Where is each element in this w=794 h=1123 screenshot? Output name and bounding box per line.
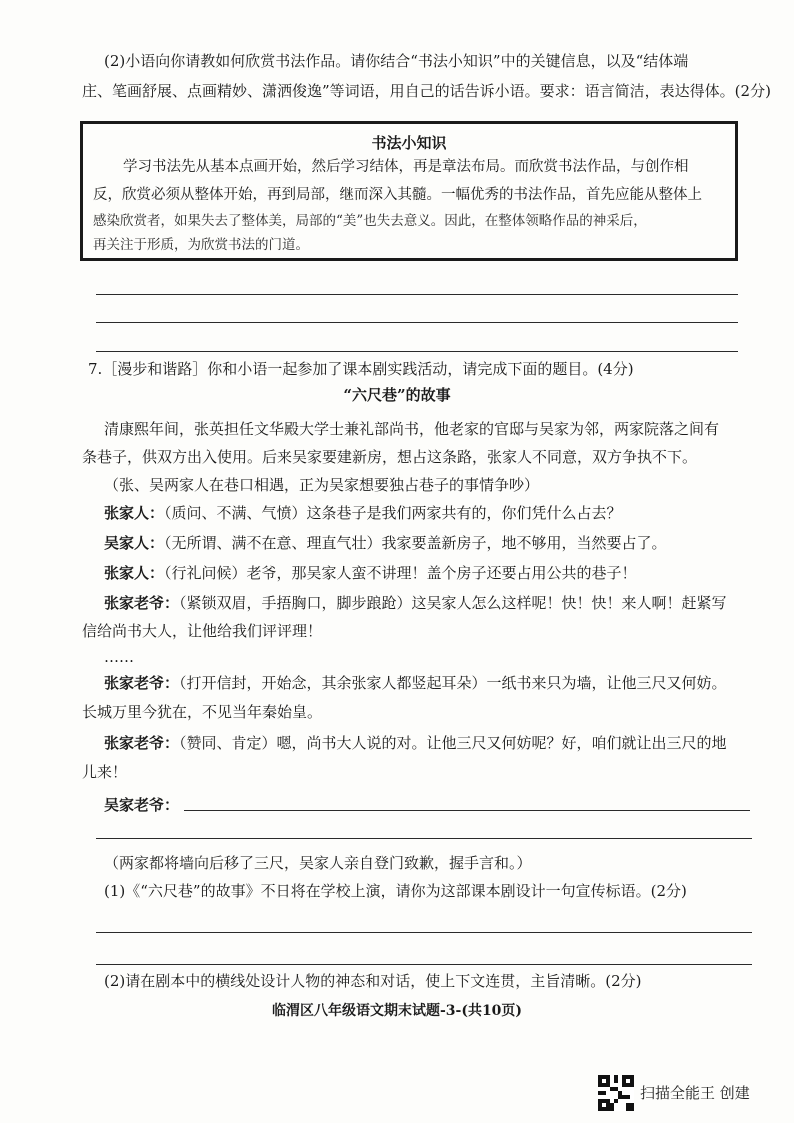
knowledge-box-line2: 反，欣赏必须从整体开始，再到局部，继而深入其髓。一幅优秀的书法作品，首先应能从整体上 xyxy=(93,187,702,203)
scanner-watermark: 扫描全能王 创建 xyxy=(640,1084,750,1102)
dialogue-3-text: （行礼问候）老爷，那吴家人蛮不讲理！盖个房子还要占用公共的巷子！ xyxy=(164,564,637,582)
page-footer: 临渭区八年级语文期末试题-3-(共10页) xyxy=(271,1003,523,1019)
dialogue-7 xyxy=(104,794,179,816)
dialogue-3 xyxy=(104,562,637,584)
speaker-wu-family: 吴家人： xyxy=(104,534,165,552)
answer-line-q6-1[interactable] xyxy=(96,294,738,295)
knowledge-box-line4: 再关注于形质，为欣赏书法的门道。 xyxy=(93,237,309,253)
dialogue-4 xyxy=(104,592,727,614)
stage-direction-1: （张、吴两家人在巷口相遇，正为吴家想要独占巷子的事情争吵） xyxy=(104,476,540,494)
dialogue-1-text: （质问、不满、气愤）这条巷子是我们两家共有的，你们凭什么占去？ xyxy=(164,504,622,522)
answer-line-q6-3[interactable] xyxy=(96,351,738,352)
play-intro-line1: 清康熙年间，张英担任文华殿大学士兼礼部尚书，他老家的官邸与吴家为邻，两家院落之间有 xyxy=(104,420,720,438)
answer-line-slogan-1[interactable] xyxy=(96,932,752,933)
calligraphy-knowledge-box xyxy=(80,121,738,261)
answer-line-wu-elder-2[interactable] xyxy=(96,838,752,839)
speaker-zhang-elder: 张家老爷： xyxy=(104,674,180,692)
dialogue-6 xyxy=(104,732,727,754)
answer-line-wu-elder-1[interactable] xyxy=(184,810,750,811)
speaker-zhang-elder: 张家老爷： xyxy=(104,734,180,752)
dialogue-2-text: （无所谓、满不在意、理直气壮）我家要盖新房子，地不够用，当然要占了。 xyxy=(164,534,667,552)
knowledge-box-line1: 学习书法先从基本点画开始，然后学习结体，再是章法布局。而欣赏书法作品，与创作相 xyxy=(123,159,689,175)
dialogue-5-cont: 长城万里今犹在，不见当年秦始皇。 xyxy=(82,703,323,721)
qr-code-icon xyxy=(598,1075,634,1111)
play-title: “六尺巷”的故事 xyxy=(343,386,451,404)
dialogue-1 xyxy=(104,502,622,524)
q7-sub2: (2)请在剧本中的横线处设计人物的神态和对话，使上下文连贯，主旨清晰。(2分) xyxy=(104,972,642,990)
q6-part2-line2: 庄、笔画舒展、点画精妙、潇洒俊逸”等词语，用自己的话告诉小语。要求：语言简洁，表达得体。(2分) xyxy=(82,82,771,100)
dialogue-5-text: （打开信封，开始念，其余张家人都竖起耳朵）一纸书来只为墙，让他三尺又何妨。 xyxy=(179,674,727,692)
q7-sub1: (1)《“六尺巷”的故事》不日将在学校上演，请你为这部课本剧设计一句宣传标语。(2分) xyxy=(104,882,687,900)
dialogue-5 xyxy=(104,672,727,694)
dialogue-6-cont: 儿来！ xyxy=(82,763,128,781)
play-intro-line2: 条巷子，供双方出入使用。后来吴家要建新房，想占这条路，张家人不同意，双方争执不下。 xyxy=(82,448,698,466)
answer-line-q6-2[interactable] xyxy=(96,322,738,323)
knowledge-box-title: 书法小知识 xyxy=(371,134,447,152)
answer-line-slogan-2[interactable] xyxy=(96,964,752,965)
speaker-zhang-family: 张家人： xyxy=(104,564,165,582)
dialogue-2 xyxy=(104,532,667,554)
speaker-zhang-family: 张家人： xyxy=(104,504,165,522)
stage-direction-2: （两家都将墙向后移了三尺，吴家人亲自登门致歉，握手言和。） xyxy=(104,854,532,872)
q6-part2-line1: (2)小语向你请教如何欣赏书法作品。请你结合“书法小知识”中的关键信息，以及“结体端 xyxy=(104,52,689,70)
q7-header: 7.［漫步和谐路］你和小语一起参加了课本剧实践活动，请完成下面的题目。(4分) xyxy=(88,360,634,378)
ellipsis: …… xyxy=(104,648,134,666)
dialogue-4-text: （紧锁双眉，手捂胸口，脚步踉跄）这吴家人怎么这样呢！快！快！来人啊！赶紧写 xyxy=(179,594,727,612)
speaker-wu-elder: 吴家老爷： xyxy=(104,796,180,814)
dialogue-4-cont: 信给尚书大人，让他给我们评评理！ xyxy=(82,622,323,640)
knowledge-box-line3: 感染欣赏者，如果失去了整体美，局部的“美”也失去意义。因此，在整体领略作品的神采后， xyxy=(93,213,647,229)
dialogue-6-text: （赞同、肯定）嗯，尚书大人说的对。让他三尺又何妨呢？好，咱们就让出三尺的地 xyxy=(179,734,727,752)
speaker-zhang-elder: 张家老爷： xyxy=(104,594,180,612)
